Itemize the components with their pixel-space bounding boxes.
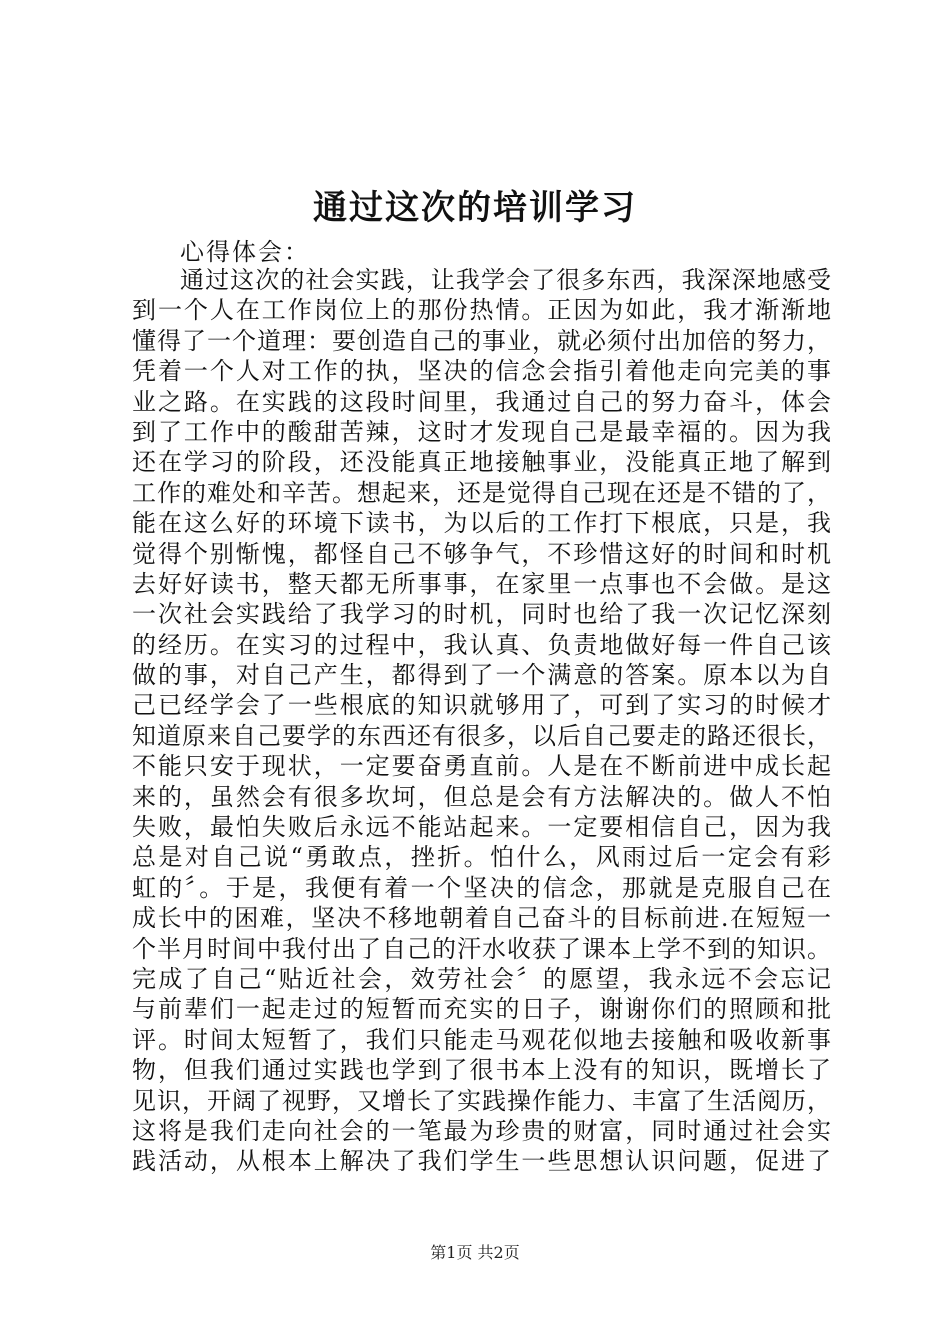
body-line: 的经历。在实习的过程中，我认真、负责地做好每一件自己该	[132, 630, 832, 659]
body-line: 来的，虽然会有很多坎坷，但总是会有方法解决的。做人不怕	[132, 782, 832, 811]
body-line: 到一个人在工作岗位上的那份热情。正因为如此，我才渐渐地	[132, 296, 832, 325]
body-line: 一次社会实践给了我学习的时机，同时也给了我一次记忆深刻	[132, 600, 832, 629]
body-line: 凭着一个人对工作的执，坚决的信念会指引着他走向完美的事	[132, 357, 832, 386]
body-line: 能在这么好的环境下读书，为以后的工作打下根底，只是，我	[132, 509, 832, 538]
document-subtitle: 心得体会：	[180, 238, 310, 266]
body-line: 不能只安于现状，一定要奋勇直前。人是在不断前进中成长起	[132, 752, 832, 781]
body-line: 业之路。在实践的这段时间里，我通过自己的努力奋斗，体会	[132, 387, 832, 416]
body-line: 到了工作中的酸甜苦辣，这时才发现自己是最幸福的。因为我	[132, 417, 832, 446]
body-line: 成长中的困难，坚决不移地朝着自己奋斗的目标前进.在短短一	[132, 904, 832, 933]
body-line: 总是对自己说“勇敢点，挫折。怕什么，风雨过后一定会有彩	[132, 843, 832, 872]
body-line: 失败，最怕失败后永远不能站起来。一定要相信自己，因为我	[132, 813, 832, 842]
body-line: 与前辈们一起走过的短暂而充实的日子，谢谢你们的照顾和批	[132, 995, 832, 1024]
body-line: 见识，开阔了视野，又增长了实践操作能力、丰富了生活阅历，	[132, 1086, 832, 1115]
document-title: 通过这次的培训学习	[313, 188, 637, 228]
body-line: 懂得了一个道理：要创造自己的事业，就必须付出加倍的努力，	[132, 326, 832, 355]
document-body	[132, 265, 832, 1177]
body-line: 虹的〞。于是，我便有着一个坚决的信念，那就是克服自己在	[132, 873, 832, 902]
body-line: 己已经学会了一些根底的知识就够用了，可到了实习的时候才	[132, 691, 832, 720]
body-line: 去好好读书，整天都无所事事，在家里一点事也不会做。是这	[132, 569, 832, 598]
page-number-footer: 第1页 共2页	[430, 1243, 520, 1262]
body-line: 个半月时间中我付出了自己的汗水收获了课本上学不到的知识。	[132, 934, 832, 963]
body-line: 通过这次的社会实践，让我学会了很多东西，我深深地感受	[180, 266, 832, 294]
body-line: 践活动，从根本上解决了我们学生一些思想认识问题，促进了	[132, 1147, 832, 1176]
body-line: 评。时间太短暂了，我们只能走马观花似地去接触和吸收新事	[132, 1025, 832, 1054]
body-line: 这将是我们走向社会的一笔最为珍贵的财富，同时通过社会实	[132, 1116, 832, 1145]
body-line: 觉得个别惭愧，都怪自己不够争气，不珍惜这好的时间和时机	[132, 539, 832, 568]
body-line: 完成了自己“贴近社会，效劳社会〞的愿望，我永远不会忘记	[132, 964, 832, 993]
body-line: 物，但我们通过实践也学到了很书本上没有的知识，既增长了	[132, 1056, 832, 1085]
body-line: 还在学习的阶段，还没能真正地接触事业，没能真正地了解到	[132, 448, 832, 477]
body-line: 工作的难处和辛苦。想起来，还是觉得自己现在还是不错的了，	[132, 478, 832, 507]
body-line: 做的事，对自己产生，都得到了一个满意的答案。原本以为自	[132, 661, 832, 690]
body-line: 知道原来自己要学的东西还有很多，以后自己要走的路还很长，	[132, 721, 832, 750]
